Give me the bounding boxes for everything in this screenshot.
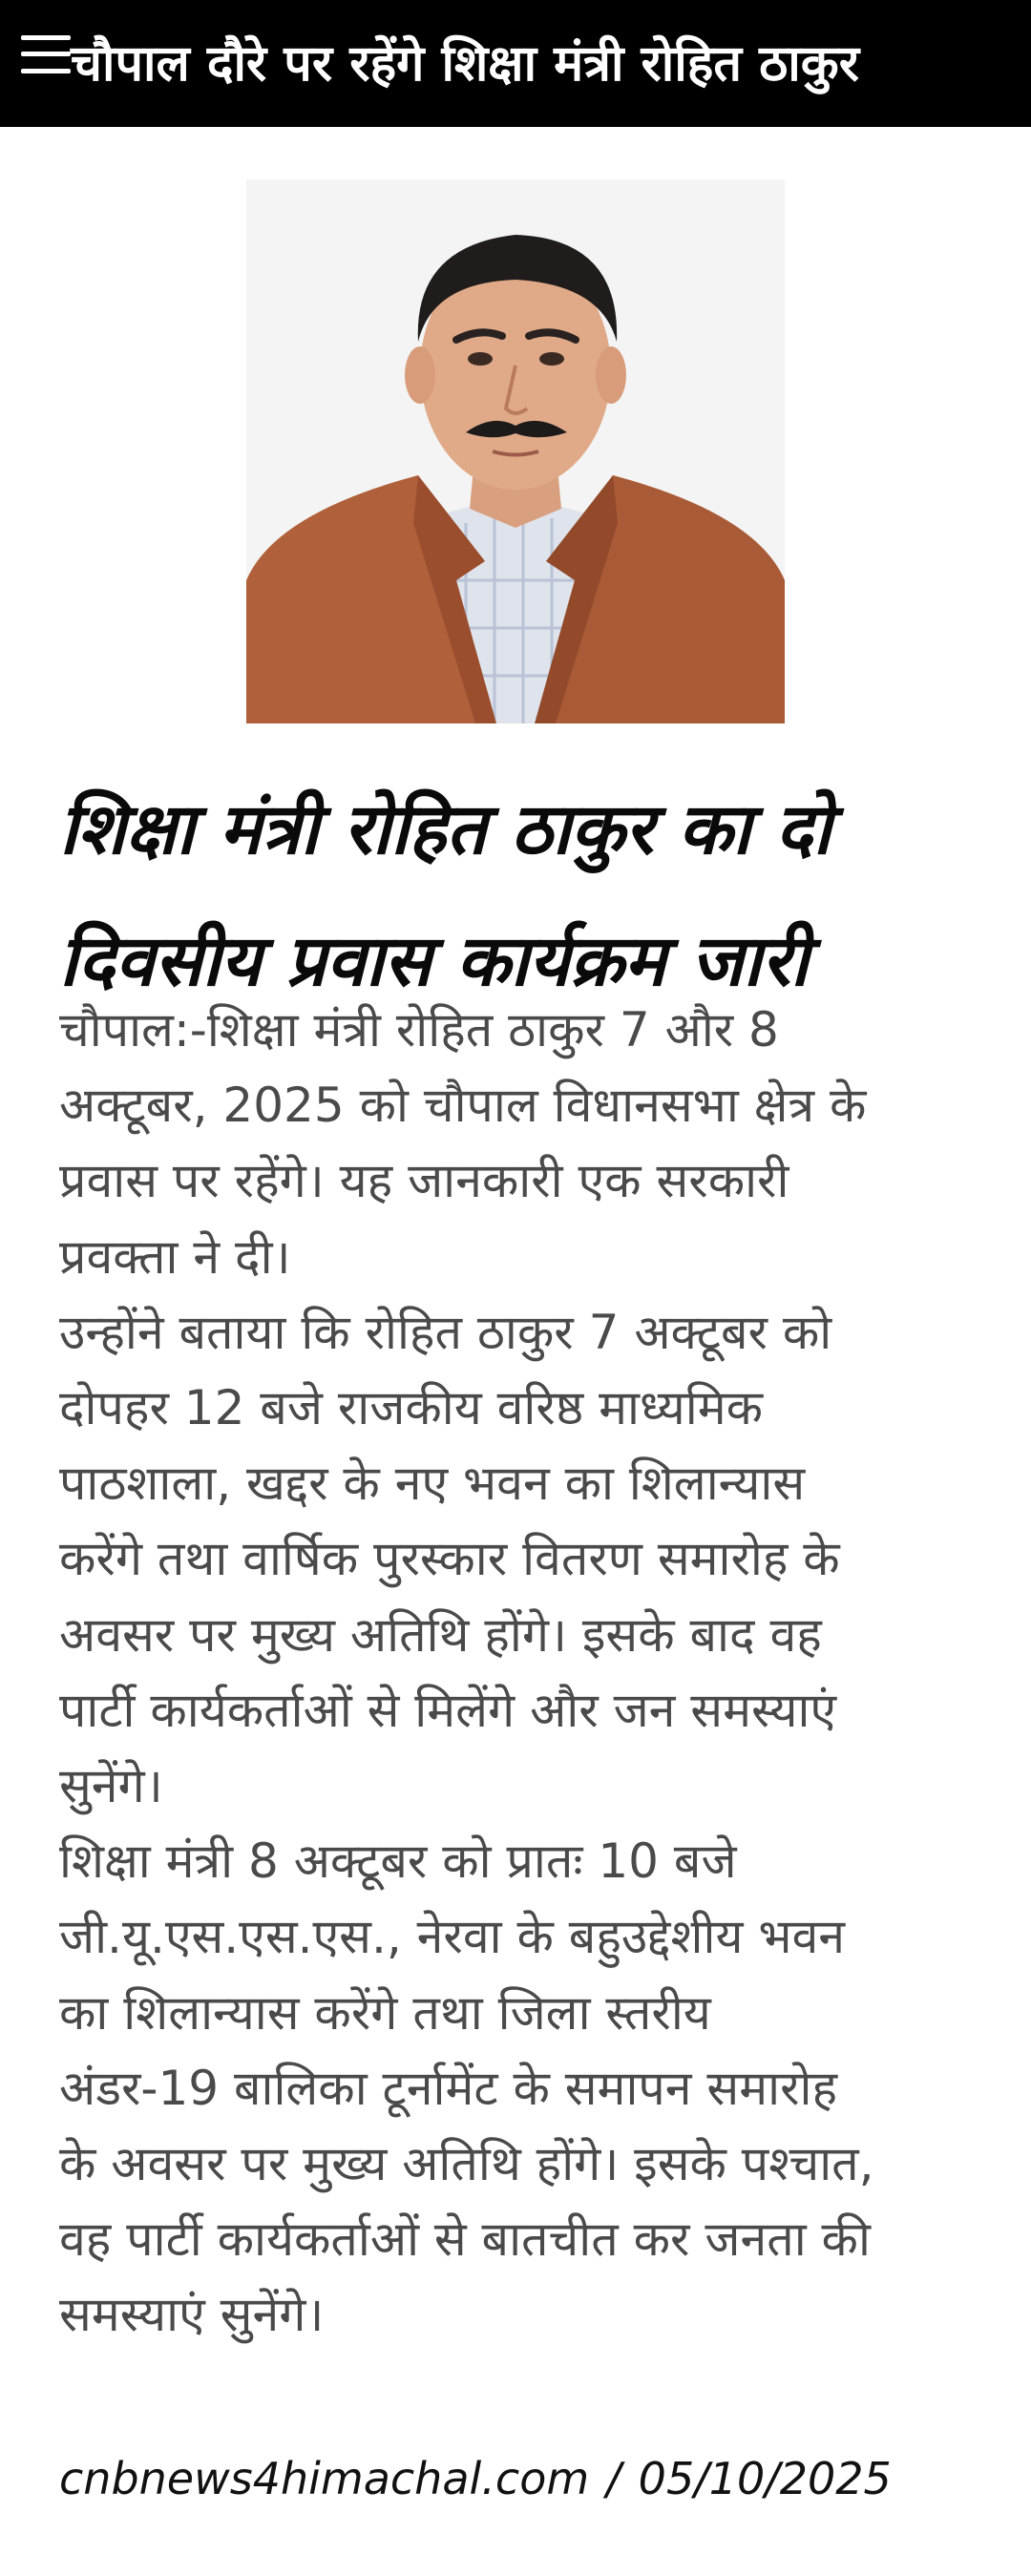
menu-icon-bar	[21, 35, 71, 40]
article-headline	[59, 764, 976, 1027]
article-line: अक्टूबर, 2025 को चौपाल विधानसभा क्षेत्र के	[59, 1078, 867, 1134]
source-link[interactable]: cnbnews4himachal.com	[59, 2453, 590, 2504]
top-app-bar	[0, 0, 1031, 127]
article-line: के अवसर पर मुख्य अतिथि होंगे। इसके पश्चात,	[59, 2136, 874, 2192]
article-line: अवसर पर मुख्य अतिथि होंगे। इसके बाद वह	[59, 1606, 822, 1663]
page-title: चौपाल दौरे पर रहेंगे शिक्षा मंत्री रोहित ठाकुर	[71, 34, 859, 93]
article-line: प्रवक्ता ने दी।	[59, 1228, 291, 1285]
footer-separator: /	[606, 2453, 621, 2504]
article-line: अंडर-19 बालिका टूर्नामेंट के समापन समारोह	[59, 2060, 838, 2116]
article-line: जी.यू.एस.एस.एस., नेरवा के बहुउद्देशीय भवन	[59, 1909, 846, 1965]
portrait-illustration	[246, 179, 785, 723]
article-line: पाठशाला, खद्दर के नए भवन का शिलान्यास	[59, 1456, 806, 1512]
publish-date: 05/10/2025	[638, 2453, 892, 2504]
article-line: दोपहर 12 बजे राजकीय वरिष्ठ माध्यमिक	[59, 1380, 764, 1436]
article-line: वह पार्टी कार्यकर्ताओं से बातचीत कर जनता की	[59, 2211, 871, 2268]
article-line: का शिलान्यास करेंगे तथा जिला स्तरीय	[59, 1984, 711, 2041]
headline-line: शिक्षा मंत्री रोहित ठाकुर का दो	[59, 788, 831, 870]
article-line: सुनेंगे।	[59, 1758, 163, 1814]
headline-line: दिवसीय प्रवास कार्यक्रम जारी	[59, 920, 809, 1002]
hamburger-menu-icon[interactable]	[21, 35, 74, 73]
article-line: करेंगे तथा वार्षिक पुरस्कार वितरण समारोह के	[59, 1531, 840, 1587]
article-line: शिक्षा मंत्री 8 अक्टूबर को प्रातः 10 बजे	[59, 1833, 737, 1890]
article-footer	[59, 2453, 892, 2504]
article-photo	[246, 179, 785, 723]
article-body	[59, 993, 976, 2354]
article-line: पार्टी कार्यकर्ताओं से मिलेंगे और जन समस्याएं	[59, 1682, 837, 1738]
article-line: समस्याएं सुनेंगे।	[59, 2287, 325, 2343]
article-line: चौपाल:-शिक्षा मंत्री रोहित ठाकुर 7 और 8	[59, 1002, 779, 1058]
article-line: प्रवास पर रहेंगे। यह जानकारी एक सरकारी	[59, 1153, 789, 1209]
article-line: उन्होंने बताया कि रोहित ठाकुर 7 अक्टूबर को	[59, 1304, 832, 1360]
menu-icon-bar	[21, 69, 71, 73]
menu-icon-bar	[21, 52, 71, 56]
